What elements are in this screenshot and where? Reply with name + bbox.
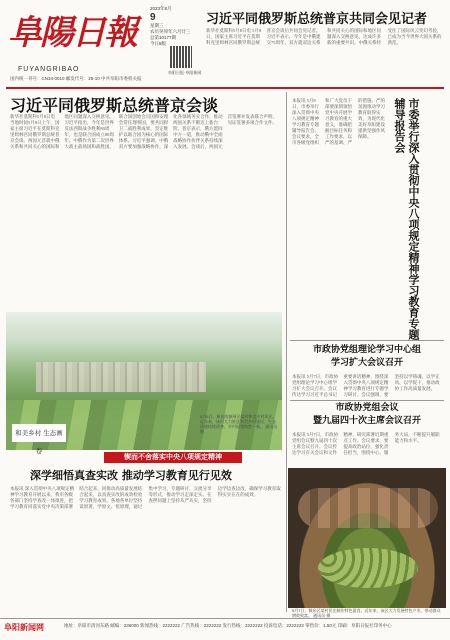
top-headline[interactable]: 习近平同俄罗斯总统普京共同会见记者 bbox=[206, 12, 428, 27]
story2-headline-line2: 学习扩大会议召开 bbox=[330, 358, 403, 368]
date-line: 2023年8月 bbox=[150, 6, 172, 11]
date-day: 9 bbox=[150, 12, 156, 23]
story3-headline-line2: 暨九届四十次主席会议召开 bbox=[312, 416, 421, 426]
main-headline[interactable]: 习近平同俄罗斯总统普京会谈 bbox=[10, 96, 219, 115]
footer bbox=[0, 620, 450, 640]
story3-headline[interactable] bbox=[292, 402, 442, 428]
newspaper-logo: 阜陽日報 bbox=[8, 13, 136, 53]
story2-headline[interactable] bbox=[292, 344, 442, 370]
qr-label: 阜阳日报·阜阳新闻 bbox=[168, 70, 202, 75]
column-divider bbox=[286, 92, 287, 612]
section-divider bbox=[290, 340, 444, 341]
story2-headline-line1: 市政协党组理论学习中心组 bbox=[312, 345, 421, 355]
footer-divider bbox=[0, 618, 450, 619]
date-weekday: 星期三 bbox=[150, 23, 164, 28]
right-photo-caption: 5月7日，颍东区某村民在制作特色面食。近年来，该区大力发展特色产业，带动群众增收致富。 通讯员 摄 bbox=[292, 608, 441, 618]
masthead-divider bbox=[6, 87, 444, 89]
publication-info: 国内统一刊号：CN34-0010 邮发代号：25-10 中共阜阳市委机关报 bbox=[10, 76, 142, 81]
story2-body: 本报讯 5月7日，市政协党组理论学习中心组学习扩大会议召开。会议传达学习习近平总书记重要讲话精神，围绕深入贯彻中央八项规定精神学习教育进行专题学习研讨。会议强调，要坚持以学铸魂、以学正风、以学促干，推动政协工作高质量发展。 bbox=[292, 374, 440, 397]
qr-code-icon bbox=[170, 46, 192, 68]
story3-headline-line1: 市政协党组会议 bbox=[335, 403, 399, 413]
hands-image bbox=[298, 488, 438, 528]
dumpling-making-photo bbox=[288, 468, 446, 608]
main-story-body: 新华社莫斯科5月8日电 当地时间5月8日上午，国家主席习近平在莫斯科克里姆林宫同俄罗斯总统普京会谈。两国元首就中俄关系和共同关心的国际和地区问题深入交换意见。习近平指出，今年是世界反法西斯战争胜利80周年，也是联合国成立80周年。中俄作为第二次世界大战主战场国和战胜国、联合国创始会员国和安理会常任理事国，要共同捍卫二战胜利成果，坚定维护以联合国为核心的国际体系。习近平强调，中俄双方要加强战略协作，深化各领域务实合作，推动两国关系不断迈上新台阶。普京表示，俄方愿同中方一道，推动俄中全面战略协作伙伴关系持续深入发展。会谈后，两国元首签署并发表联合声明，见证签署多项合作文件。 bbox=[10, 114, 278, 149]
photo-caption: 5月8日，航拍的颍州区某村和美乡村风光。近年来，该村大力推进和美乡村建设，生态环境持续改善，乡村面貌焕然一新。 通讯员 摄 bbox=[200, 414, 278, 434]
vertical-story-body: 本报讯 5月8日，市委举行深入贯彻中央八项规定精神学习教育专题辅导报告会。会议要求，全市各级党组织和广大党员干部要深刻领悟党中央开展学习教育的重大意义，准确把握目标任务和工作要求，以严的基调、严的措施、严的氛围推动学习教育取得实效，为现代化美好阜阳建设提供坚强作风保障。 bbox=[292, 98, 385, 145]
date-lunar: 农历癸卯年六月廿三 bbox=[150, 29, 191, 34]
issue-number: 总第10177期 bbox=[150, 35, 177, 40]
footer-info: 地址：阜阳市清河东路 邮编：236000 新闻热线：2222222 广告热线：2222222 发行热线：2222222 投诉电话：2222222 零售价：1.50元 印刷：阜阳日报社印务中心 bbox=[64, 623, 392, 628]
column-banner: 锲而不舍落实中央八项规定精神 bbox=[104, 452, 242, 463]
photo-caption-title: 和美乡村 生态画卷 bbox=[12, 424, 66, 442]
story3-body: 本报讯 5月7日，市政协党组会议暨九届四十次主席会议召开。会议传达学习有关会议和文件精神，研究部署近期重点工作。会议要求，要提高政治站位，强化责任担当，围绕中心、服务大局，不断提升履职能力和水平。 bbox=[292, 432, 440, 455]
lower-headline[interactable]: 深学细悟真查实改 推动学习教育见行见效 bbox=[30, 469, 232, 482]
lower-story-body: 本报讯 深入贯彻中央八项规定精神学习教育开展以来，我市各级各部门坚持学查改一体推进，把学习教育同落实党中央决策部署结合起来，同推动高质量发展结合起来，以真查实改的成效检验学习教育成果。各地各单位坚持读原著、学原文、悟原理，通过集中学习、专题研讨、交流分享等形式，推动学习走深走实。在查摆问题上坚持从严从实，坚持边学边查边改，确保学习教育取得实实在在的成效。 bbox=[10, 486, 281, 509]
footer-logo[interactable]: 阜阳新闻网 bbox=[4, 623, 44, 632]
vertical-headline[interactable]: 市委举行深入贯彻中央八项规定精神学习教育专题辅导报告会 bbox=[393, 98, 420, 340]
section-divider bbox=[290, 400, 444, 401]
dumplings-image bbox=[318, 548, 418, 588]
vertical-headline-box bbox=[392, 98, 444, 348]
top-story-body: 新华社莫斯科5月8日电 5月8日，国家主席习近平在莫斯科克里姆林宫同俄罗斯总统普京会谈后共同会见记者。习近平表示，今年是中俄建交75周年，双方就双边关系和共同关心的国际和地区问题深入交换意见，达成许多新的重要共识。中俄关系经受住了国际风云变幻考验，已成为当今世界大国关系的典范。 bbox=[206, 28, 442, 45]
page-count: 今日8版 bbox=[150, 41, 167, 46]
newspaper-pinyin: FUYANGRIBAO bbox=[18, 66, 80, 73]
village-houses bbox=[36, 362, 206, 392]
